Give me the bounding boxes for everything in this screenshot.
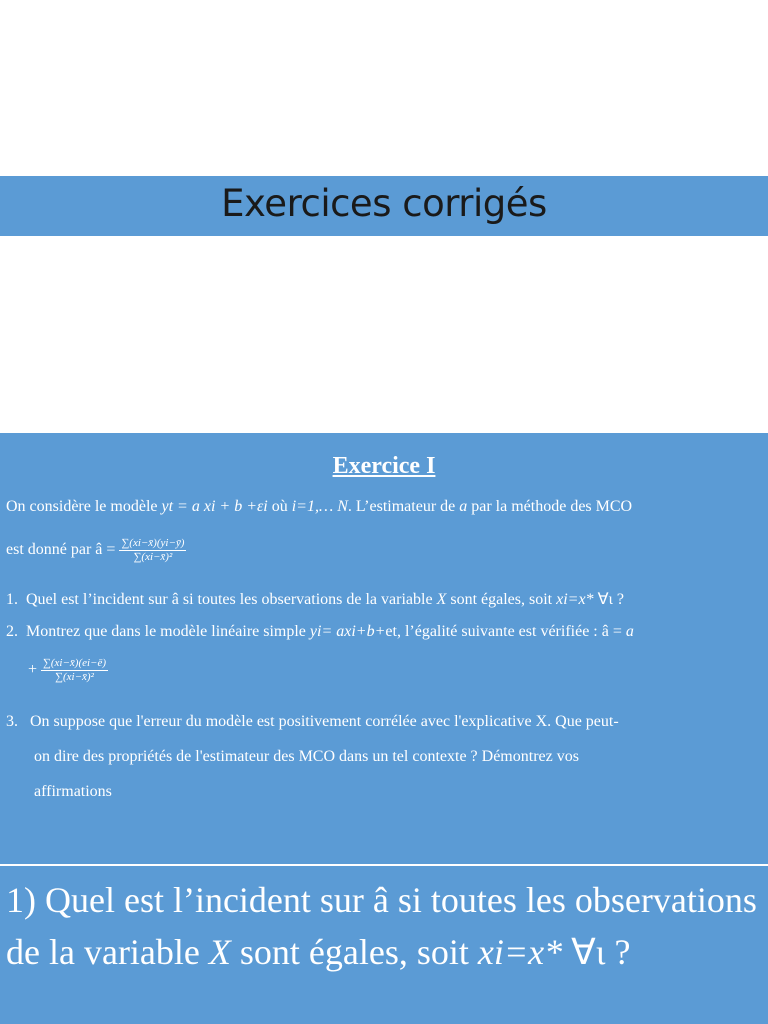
answer-text-2: sont égales, soit [230, 932, 478, 972]
question-2-fraction [41, 657, 108, 684]
question-3-line-2: on dire des propriétés de l'estimateur des MCO dans un tel contexte ? Démontrez vos [34, 748, 579, 765]
slide-title-band [0, 176, 768, 236]
question-3-line-2-row [34, 748, 579, 766]
question-3-line-1: On suppose que l'erreur du modèle est positivement corrélée avec l'explicative X. Que peut- [30, 713, 619, 730]
question-2-model: yi= axi+b+ [309, 623, 386, 640]
intro-line [6, 498, 632, 516]
intro-model-formula: yt = a xi + b +εi [161, 498, 268, 515]
question-2-plus: + [28, 661, 38, 679]
question-2-denominator: ∑(xi−x̄)² [55, 671, 94, 683]
question-2-param-a: a [625, 623, 634, 640]
question-3-line-3: affirmations [34, 783, 112, 800]
estimator-denominator: ∑(xi−x̄)² [133, 551, 173, 563]
exercise-slide [0, 433, 768, 864]
question-2-formula [28, 657, 108, 684]
question-2-text-2: et, l’égalité suivante est vérifiée : â = [385, 623, 626, 640]
intro-param-a: a [459, 498, 468, 515]
question-1-number: 1. [6, 591, 18, 608]
question-1-text-1: Quel est l’incident sur â si toutes les observations de la variable [26, 591, 437, 608]
slide-title: Exercices corrigés [221, 181, 547, 225]
question-2 [6, 623, 634, 641]
question-1-equality: xi=x* [556, 591, 594, 608]
answer-var-x: X [208, 932, 231, 972]
question-3-number: 3. [6, 713, 18, 730]
estimator-numerator: ∑(xi−x̄)(yi−ȳ) [121, 537, 185, 549]
estimator-line [6, 537, 186, 564]
intro-text-1: On considère le modèle [6, 498, 162, 515]
answer-slide [0, 866, 768, 1024]
question-2-numerator: ∑(xi−x̄)(ei−ē) [43, 657, 107, 669]
question-3-line-3-row [34, 783, 112, 801]
answer-text-3: ∀ι ? [562, 932, 631, 972]
estimator-fraction [119, 537, 186, 564]
exercise-heading: Exercice I [332, 453, 436, 479]
estimator-text: est donné par â = [6, 541, 120, 559]
question-1-text-2: sont égales, soit [446, 591, 557, 608]
intro-index-range: i=1,… N [291, 498, 348, 515]
intro-text-4: par la méthode des MCO [467, 498, 633, 515]
answer-text-1: 1) Quel est l’incident sur â si toutes les observations de la variable [6, 880, 757, 972]
question-3 [6, 713, 619, 731]
intro-text-2: où [267, 498, 292, 515]
question-2-text-1: Montrez que dans le modèle linéaire simple [26, 623, 310, 640]
question-1 [6, 589, 624, 609]
question-1-var-x: X [436, 591, 447, 608]
answer-equality: xi=x* [477, 932, 563, 972]
question-1-text-3: ∀ι ? [593, 591, 624, 608]
question-2-number: 2. [6, 623, 18, 640]
intro-text-3: . L’estimateur de [347, 498, 460, 515]
answer-question-heading [6, 874, 762, 978]
